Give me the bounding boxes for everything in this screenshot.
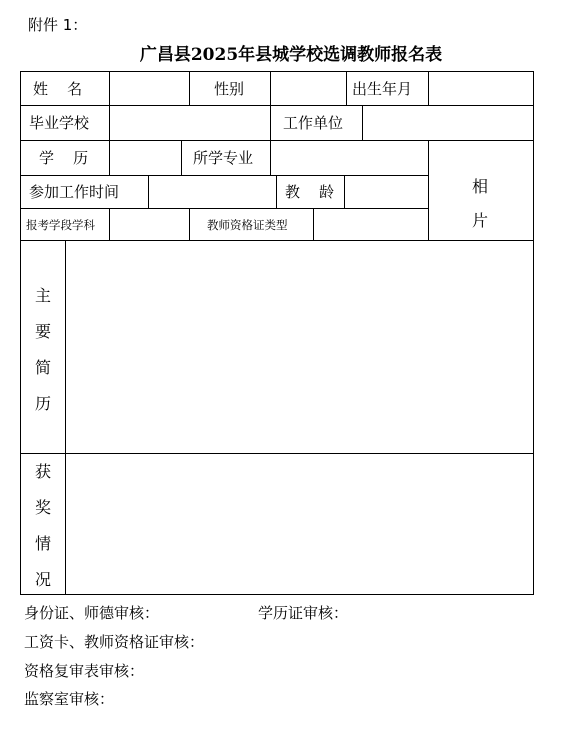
col-divider — [270, 140, 271, 175]
col-divider — [109, 140, 110, 175]
col-divider — [270, 72, 271, 105]
col-divider — [270, 105, 271, 140]
name-label: 姓 名 — [33, 80, 83, 98]
graduation-school-label: 毕业学校 — [29, 114, 90, 132]
awards-label: 获 奖 情 况 — [34, 462, 51, 589]
attachment-label: 附件 1： — [28, 16, 88, 34]
photo-label: 相 片 — [471, 177, 488, 230]
resume-label: 主 要 简 历 — [34, 286, 51, 413]
work-start-label: 参加工作时间 — [29, 183, 120, 201]
col-divider — [109, 72, 110, 105]
section-label-divider — [65, 240, 66, 595]
registration-form-table — [20, 71, 534, 595]
col-divider — [313, 208, 314, 240]
row-divider-4 — [21, 208, 429, 209]
col-divider — [189, 72, 190, 105]
col-divider — [276, 175, 277, 208]
apply-subject-label: 报考学段学科 — [26, 218, 95, 232]
col-divider — [181, 140, 182, 175]
col-divider — [189, 208, 190, 240]
photo-cell-border — [428, 140, 429, 240]
col-divider — [148, 175, 149, 208]
birth-date-label: 出生年月 — [352, 80, 413, 98]
gender-label: 性别 — [214, 80, 245, 98]
review-form-check: 资格复审表审核： — [24, 662, 145, 680]
row-divider-2 — [21, 140, 533, 141]
row-divider-6 — [21, 453, 533, 454]
col-divider — [362, 105, 363, 140]
salary-cert-check: 工资卡、教师资格证审核： — [24, 633, 205, 651]
form-title: 广昌县2025年县城学校选调教师报名表 — [139, 45, 443, 65]
id-ethics-check: 身份证、师德审核： — [24, 604, 160, 622]
col-divider — [109, 208, 110, 240]
education-label: 学 历 — [39, 149, 89, 167]
degree-check: 学历证审核： — [258, 604, 349, 622]
col-divider — [346, 72, 347, 105]
row-divider-5 — [21, 240, 533, 241]
col-divider — [428, 72, 429, 105]
cert-type-label: 教师资格证类型 — [207, 218, 288, 232]
col-divider — [109, 105, 110, 140]
supervision-check: 监察室审核： — [24, 690, 115, 708]
col-divider — [344, 175, 345, 208]
row-divider-3 — [21, 175, 429, 176]
work-unit-label: 工作单位 — [283, 114, 344, 132]
teaching-years-label: 教 龄 — [285, 183, 335, 201]
row-divider-1 — [21, 105, 533, 106]
major-label: 所学专业 — [193, 149, 254, 167]
